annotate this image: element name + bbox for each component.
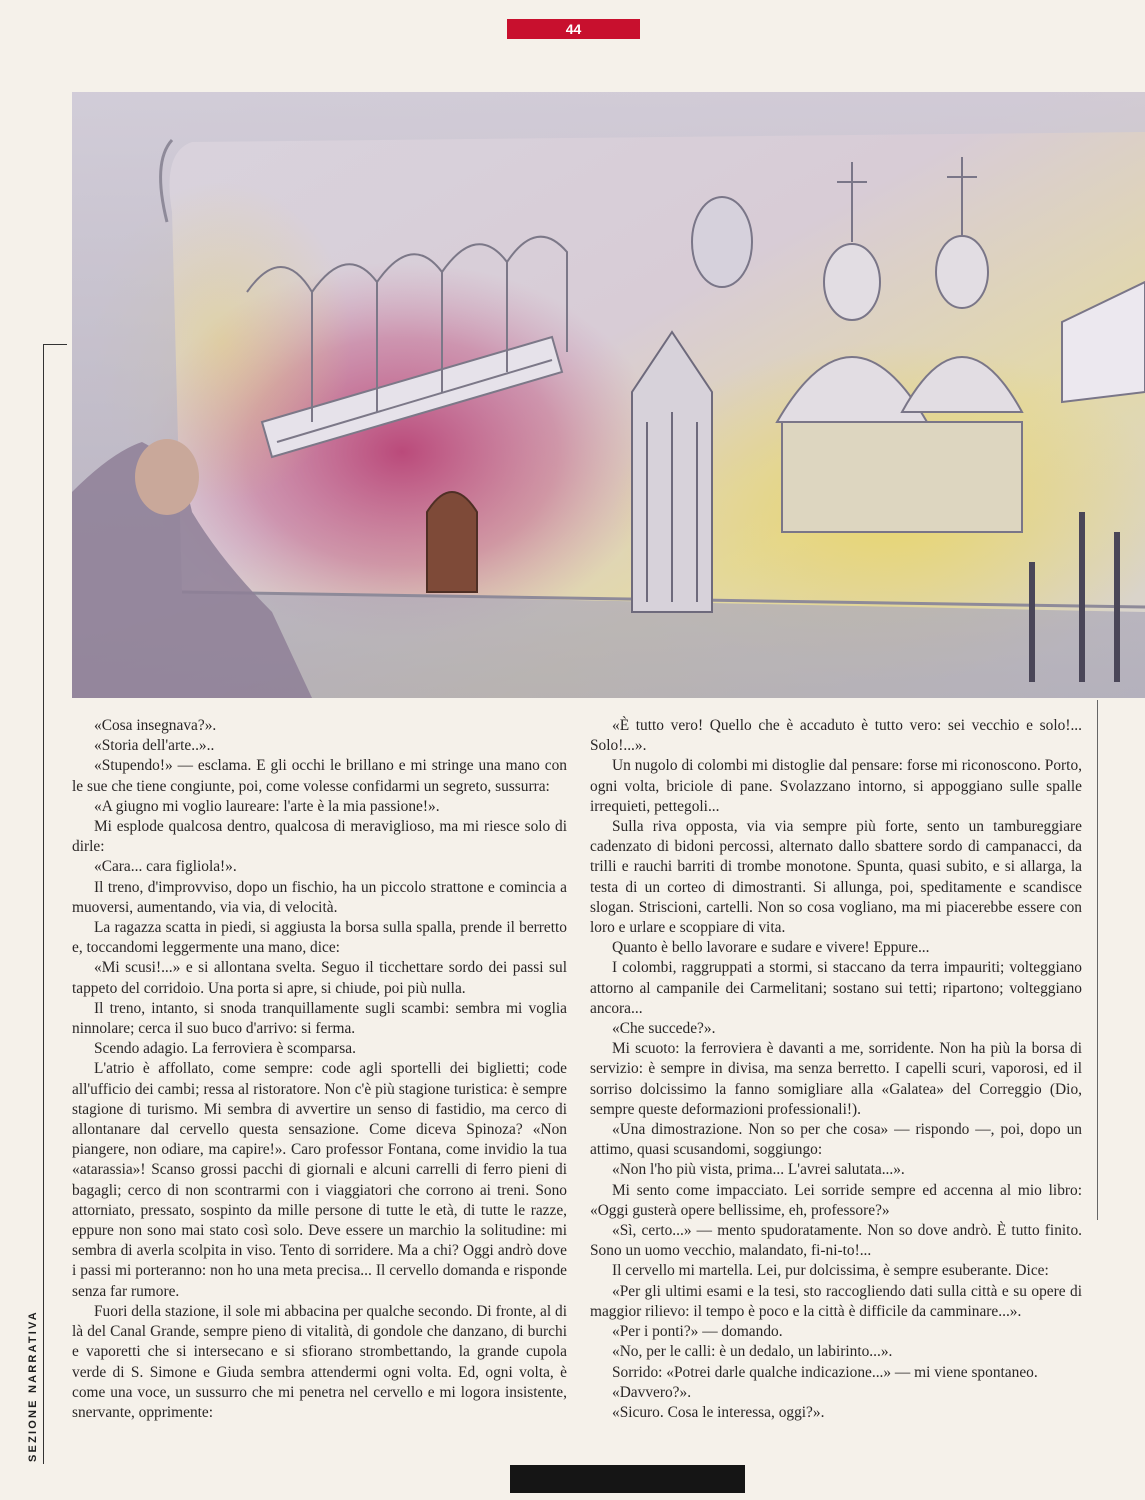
paragraph: L'atrio è affollato, come sempre: code agli sportelli dei biglietti; code all'ufficio dei cambi; ressa al ristoratore. Non c'è più stagione turistica: è sempre stagione di turismo. Mi sembra di avvertire un senso di fastidio, ma cerco di allontanare dal cervello questa sensazione. Come diceva Spinoza? «Non piangere, non odiare, ma capire!». Caro professor Fontana, come invidio la tua «atarassia»! Scanso grossi pacchi di giornali e alcuni carrelli di ferro pieni di bagagli; cerco di non scontrarmi con i viaggiatori che corrono ai treni. Sono attorniato, pressato, sospinto da mille persone di tutte le età, di tutte le razze, eppure non sono mai stato così solo. Deve essere un marchio la solitudine: mi sembra di averla scolpita in viso. Tento di sorridere. Ma a chi? Oggi andrò dove i passi mi porteranno: non ho una meta precisa... Il cervello domanda e risponde senza far rumore.	[72, 1060, 567, 1300]
paragraph: «Davvero?».	[612, 1383, 692, 1401]
paragraph: «Stupendo!» — esclama. E gli occhi le brillano e mi stringe una mano con le sue che tiene congiunte, poi, come volesse confidarmi un segreto, sussurra:	[72, 757, 567, 795]
paragraph: La ragazza scatta in piedi, si aggiusta la borsa sulla spalla, prende il berretto e, toccandomi leggermente una mano, dice:	[72, 919, 567, 957]
paragraph: «Per i ponti?» — domando.	[612, 1323, 783, 1341]
venice-illustration-icon	[72, 92, 1145, 698]
paragraph: «Cara... cara figliola!».	[94, 858, 237, 876]
paragraph: «No, per le calli: è un dedalo, un labirinto...».	[612, 1343, 893, 1361]
paragraph: «Che succede?».	[612, 1020, 716, 1038]
paragraph: «Cosa insegnava?».	[94, 717, 217, 734]
paragraph: «È tutto vero! Quello che è accaduto è tutto vero: sei vecchio e solo!... Solo!...».	[590, 717, 1082, 755]
paragraph: Sorrido: «Potrei darle qualche indicazione...» — mi viene spontaneo.	[612, 1363, 1038, 1381]
paragraph: Il treno, intanto, si snoda tranquillamente sugli scambi: sembra mi voglia ninnolare; cerca il suo buco d'arrivo: si ferma.	[72, 999, 567, 1038]
section-label: SEZIONE NARRATIVA	[27, 1310, 39, 1462]
left-text-column	[72, 716, 567, 1423]
right-text-column	[590, 716, 1082, 1423]
paragraph: «Una dimostrazione. Non so per che cosa» — rispondo —, poi, dopo un attimo, quasi scusandomi, soggiungo:	[590, 1121, 1082, 1159]
paragraph: Mi esplode qualcosa dentro, qualcosa di meraviglioso, ma mi riesce solo di dirle:	[72, 818, 567, 856]
paragraph: «Mi scusi!...» e si allontana svelta. Seguo il ticchettare sordo dei passi sul tappeto del corridoio. Una porta si apre, si chiude, poi più nulla.	[72, 959, 567, 997]
paragraph: «Sicuro. Cosa le interessa, oggi?».	[612, 1403, 825, 1421]
paragraph: «A giugno mi voglio laureare: l'arte è la mia passione!».	[94, 797, 440, 815]
paragraph: Fuori della stazione, il sole mi abbacina per qualche secondo. Di fronte, al di là del Canal Grande, sempre pieno di vitalità, di gondole che danzano, di burchi e vaporetti che si intersecano e si sfiorano strombettando, la grande cupola verde di S. Simone e Giuda sembra attendermi ogni volta. Ed, ogni volta, è come una voce, un sussurro che mi penetra nel cervello e mi logora insistente, snervante, opprimente:	[72, 1302, 567, 1421]
paragraph: Scendo adagio. La ferroviera è scomparsa.	[94, 1040, 356, 1058]
paragraph: «Per gli ultimi esami e la tesi, sto raccogliendo dati sulla città e su opere di maggior rilievo: il tempo è poco e la città è difficile da camminare...».	[590, 1282, 1082, 1320]
paragraph: «Sì, certo...» — mento spudoratamente. Non so dove andrò. È tutto finito. Sono un uomo vecchio, malandato, fi-ni-to!...	[590, 1222, 1082, 1260]
paragraph: Un nugolo di colombi mi distoglie dal pensare: forse mi riconoscono. Porto, ogni volta, briciole di pane. Svolazzano intorno, si appoggiano sulle spalle irrequieti, pettegoli...	[590, 757, 1082, 815]
paragraph: «Storia dell'arte..»..	[94, 737, 215, 755]
left-frame-line	[43, 344, 44, 1464]
paragraph: Quanto è bello lavorare e sudare e vivere! Eppure...	[612, 939, 930, 957]
paragraph: Il cervello mi martella. Lei, pur dolcissima, è sempre esuberante. Dice:	[612, 1262, 1049, 1280]
footer-bar	[510, 1465, 745, 1493]
paragraph: Mi scuoto: la ferroviera è davanti a me, sorridente. Non ha più la borsa di servizio: è sempre in divisa, ma senza berretto. I capelli scuri, vaporosi, ed il sorriso dolcissimo la fanno somigliare alla «Galatea» del Correggio (Dio, sempre queste deformazioni professionali!).	[590, 1040, 1082, 1118]
left-frame-tick	[43, 344, 67, 345]
page-number: 44	[507, 19, 640, 39]
paragraph: I colombi, raggruppati a stormi, si staccano da terra impauriti; volteggiano attorno al campanile dei Carmelitani; sostano sui tetti; ripartono; volteggiano ancora...	[590, 959, 1082, 1017]
paragraph: Mi sento come impacciato. Lei sorride sempre ed accenna al mio libro: «Oggi gusterà opere bellissime, eh, professore?»	[590, 1181, 1082, 1219]
paragraph: Sulla riva opposta, via via sempre più forte, sento un tambureggiare cadenzato di bidoni percossi, alternato dallo sbattere sordo di campanacci, da trilli e rauchi barriti di trombe monotone. Spunta, quasi subito, e si allarga, la testa di un corteo di dimostranti. Si allunga, poi, speditamente e scandisce slogan. Striscioni, cartelli. Non so cosa vogliano, ma mi piacerebbe essere con loro e urlare e scoppiare di vita.	[590, 818, 1082, 937]
paragraph: Il treno, d'improvviso, dopo un fischio, ha un piccolo strattone e comincia a muoversi, aumentando, via via, di velocità.	[72, 878, 567, 916]
paragraph: «Non l'ho più vista, prima... L'avrei salutata...».	[612, 1161, 905, 1179]
venice-illustration	[72, 92, 1145, 698]
right-frame-line	[1097, 700, 1098, 1220]
